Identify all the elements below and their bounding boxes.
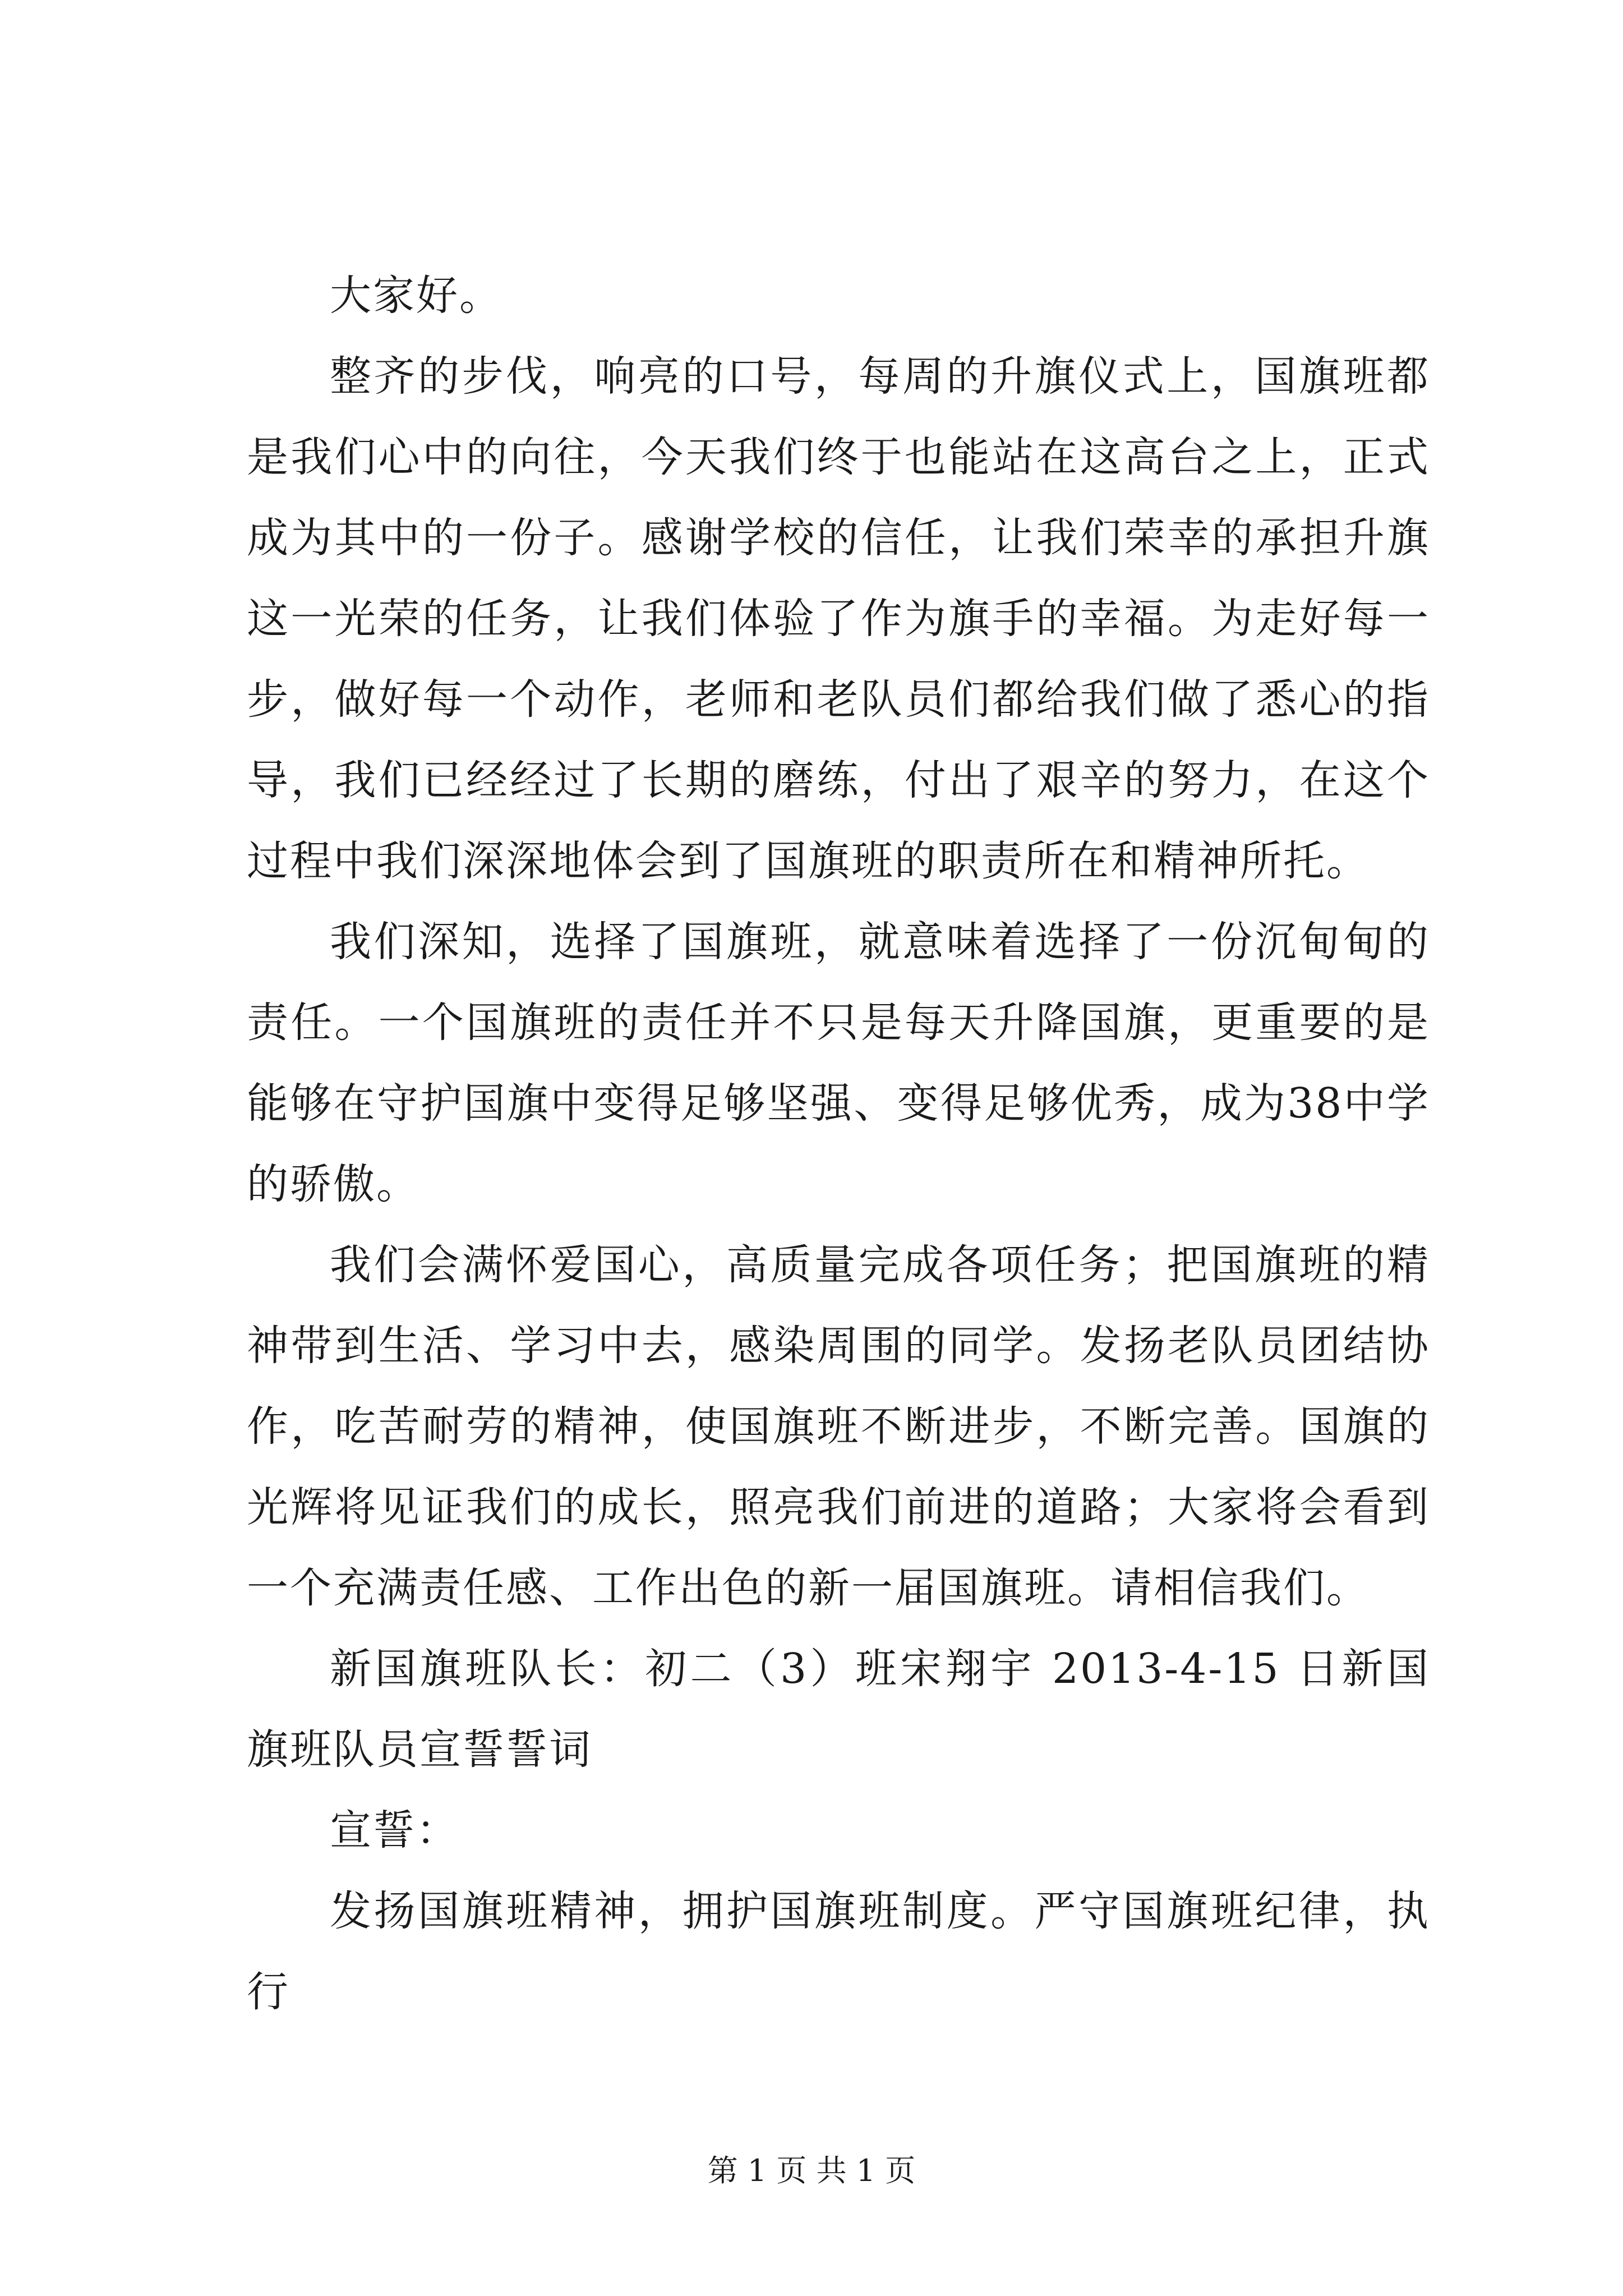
paragraph-signature: 新国旗班队长：初二（3）班宋翔宇 2013-4-15 日新国旗班队员宣誓誓词 [247,1645,1430,1774]
paragraph-oath-text: 发扬国旗班精神，拥护国旗班制度。严守国旗班纪律，执行 [247,1887,1430,2016]
page-footer: 第 1 页 共 1 页 [707,2153,916,2188]
paragraph-greeting: 大家好。 [330,272,502,320]
paragraph-commitment: 我们会满怀爱国心，高质量完成各项任务；把国旗班的精神带到生活、学习中去，感染周围的同学。发扬老队员团结协作，吃苦耐劳的精神，使国旗班不断进步，不断完善。国旗的光辉将见证我们的成长，照亮我们前进的道路；大家将会看到一个充满责任感、工作出色的新一届国旗班。请相信我们。 [247,1241,1430,1612]
paragraph-oath-heading: 宣誓： [330,1806,459,1855]
paragraph-responsibility: 我们深知，选择了国旗班，就意味着选择了一份沉甸甸的责任。一个国旗班的责任并不只是每天升降国旗，更重要的是能够在守护国旗中变得足够坚强、变得足够优秀，成为38中学的骄傲。 [247,918,1430,1208]
document-body [247,255,1430,2032]
paragraph-intro: 整齐的步伐，响亮的口号，每周的升旗仪式上，国旗班都是我们心中的向往，今天我们终于也能站在这高台之上，正式成为其中的一份子。感谢学校的信任，让我们荣幸的承担升旗这一光荣的任务，让我们体验了作为旗手的幸福。为走好每一步，做好每一个动作，老师和老队员们都给我们做了悉心的指导，我们已经经过了长期的磨练，付出了艰辛的努力，在这个过程中我们深深地体会到了国旗班的职责所在和精神所托。 [247,352,1430,885]
